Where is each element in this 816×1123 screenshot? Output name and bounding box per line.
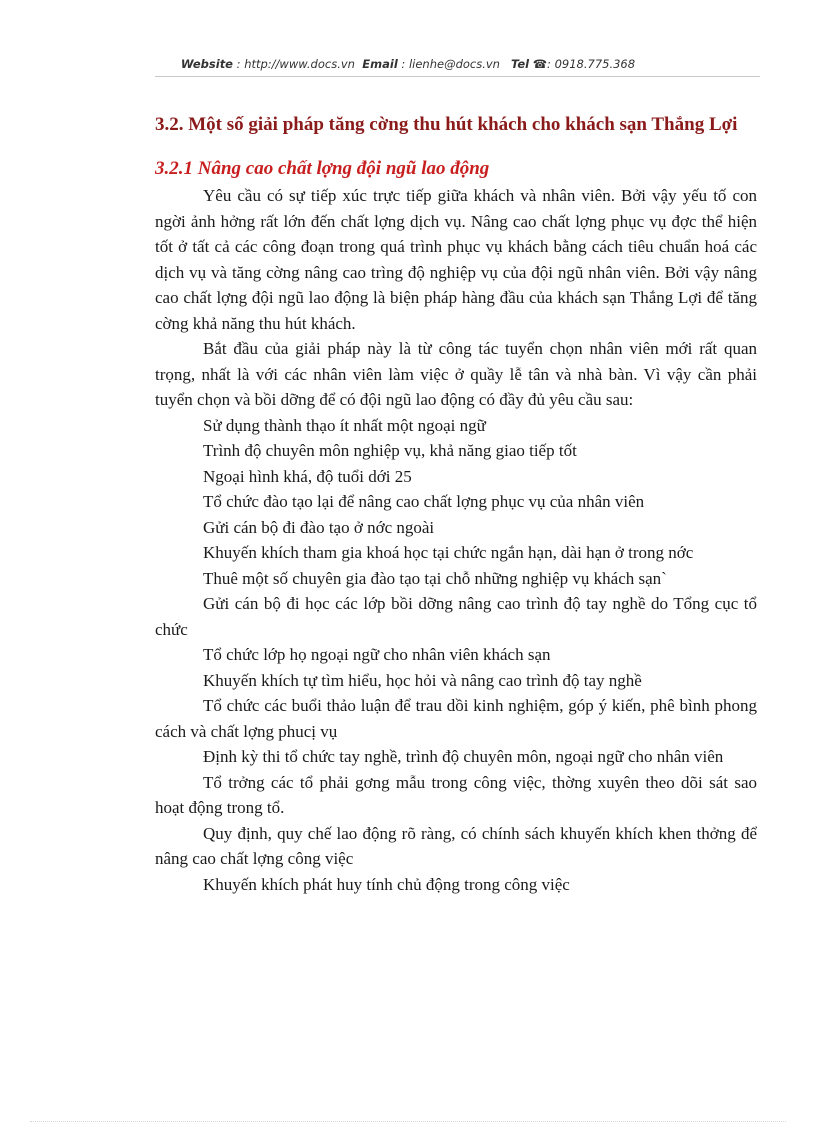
list-item: Tổ trởng các tổ phải gơng mẫu trong công việc, thờng xuyên theo dõi sát sao hoạt động trong tổ. (155, 772, 757, 817)
list-item: Trình độ chuyên môn nghiệp vụ, khả năng giao tiếp tốt (203, 441, 577, 460)
list-item: Định kỳ thi tổ chức tay nghề, trình độ chuyên môn, ngoại ngữ cho nhân viên (203, 747, 724, 766)
tel-value: 0918.775.368 (554, 57, 636, 71)
list-item: Ngoại hình khá, độ tuổi dới 25 (203, 466, 412, 486)
list-item: Gửi cán bộ đi học các lớp bồi dỡng nâng cao trình độ tay nghề do Tổng cục tổ chức (155, 594, 757, 639)
list-item: Khuyến khích tham gia khoá học tại chức ngắn hạn, dài hạn ở trong nớc (203, 543, 694, 562)
list-item: Gửi cán bộ đi đào tạo ở nớc ngoài (203, 517, 435, 537)
email-label: Email (362, 57, 398, 71)
list-item: Tổ chức lớp họ ngoại ngữ cho nhân viên khách sạn (203, 645, 551, 664)
page-header: Website : http://www.docs.vn Email : lienhe@docs.vn Tel ☎: 0918.775.368 (180, 57, 636, 71)
phone-icon: ☎ (532, 57, 548, 71)
tel-label: Tel (510, 57, 530, 71)
list-item: Quy định, quy chế lao động rõ ràng, có chính sách khuyến khích khen thởng để nâng cao chất lợng công việc (155, 823, 757, 868)
website-label: Website (180, 57, 233, 71)
list-item: Tổ chức các buổi thảo luận để trau dồi kinh nghiệm, góp ý kiến, phê bình phong cách và chất lợng phucị vụ (155, 696, 757, 741)
list-item: Khuyến khích tự tìm hiểu, học hỏi và nâng cao trình độ tay nghề (203, 670, 642, 690)
subsection-title: 3.2.1 Nâng cao chất lợng đội ngũ lao động (155, 158, 490, 179)
header-divider (155, 76, 760, 77)
body-text (155, 183, 757, 897)
list-item: Sử dụng thành thạo ít nhất một ngoại ngữ (203, 415, 486, 435)
list-item: Thuê một số chuyên gia đào tạo tại chỗ những nghiệp vụ khách sạn` (203, 568, 667, 588)
page-bottom-border (30, 1121, 786, 1122)
paragraph: Bắt đầu của giải pháp này là từ công tác tuyển chọn nhân viên mới rất quan trọng, nhất là với các nhân viên làm việc ở quầy lễ tân và nhà bàn. Vì vậy cần phải tuyển chọn và bồi dỡng để có đội ngũ lao động có đầy đủ yêu cầu sau: (155, 339, 757, 409)
section-title: 3.2. Một số giải pháp tăng cờng thu hút khách cho khách sạn Thắng Lợi (155, 114, 738, 135)
paragraph: Yêu cầu có sự tiếp xúc trực tiếp giữa khách và nhân viên. Bởi vậy yếu tố con ngời ảnh hởng rất lớn đến chất lợng dịch vụ. Nâng cao chất lợng phục vụ đợc thể hiện tốt ở tất cả các công đoạn trong quá trình phục vụ khách bằng cách tiêu chuẩn hoá các dịch vụ và tăng cờng nâng cao trìng độ nghiệp vụ của đội ngũ nhân viên. Bởi vậy nâng cao chất lợng đội ngũ lao động là biện pháp hàng đầu của khách sạn Thắng Lợi để tăng cờng khả năng thu hút khách. (155, 186, 757, 333)
list-item: Tổ chức đào tạo lại để nâng cao chất lợng phục vụ của nhân viên (203, 492, 645, 511)
email-value[interactable]: lienhe@docs.vn (408, 57, 500, 71)
website-url[interactable]: http://www.docs.vn (244, 57, 355, 71)
list-item: Khuyến khích phát huy tính chủ động trong công việc (203, 874, 570, 894)
